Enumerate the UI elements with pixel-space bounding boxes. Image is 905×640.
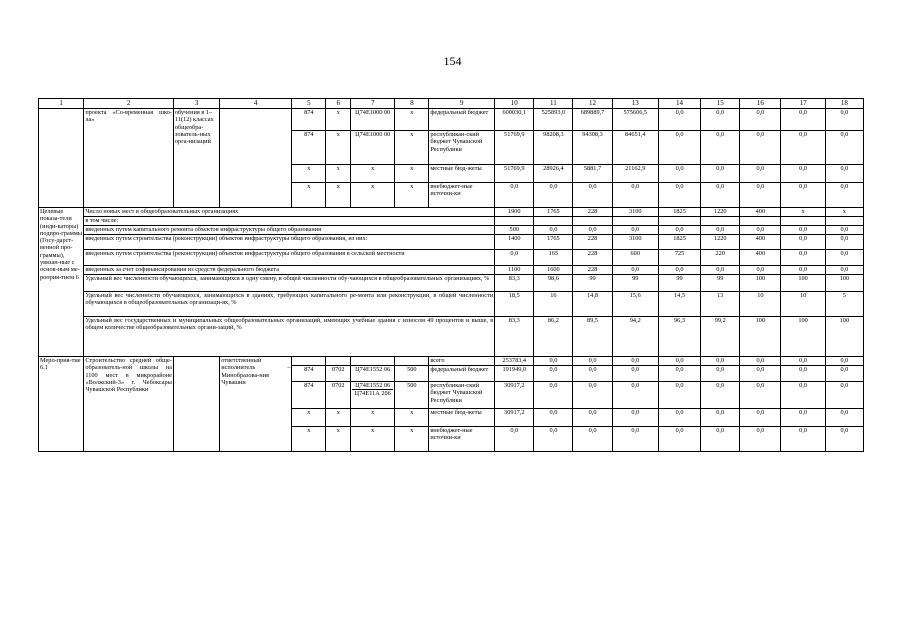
code-line: Ц74Е1552 06 [352,382,393,390]
value-cell [825,217,863,226]
column-number: 5 [292,99,326,109]
section-cell [326,357,351,366]
value-cell [658,217,700,226]
section-cell: х [326,165,351,183]
type-cell: х [395,109,429,131]
value-cell: 1220 [701,235,740,250]
value-cell: 0,0 [495,250,534,266]
value-cell: 10 [740,292,781,317]
section-cell: х [326,109,351,131]
event-label: Меро-прия-тие 6.1 [39,357,84,452]
executor-cell [220,109,292,208]
value-cell: 0,0 [658,357,700,366]
value-cell: 1900 [495,208,534,217]
column-number: 11 [534,99,573,109]
value-cell: 400 [740,208,781,217]
table-row [39,317,864,357]
value-cell: 1600 [534,266,573,275]
column-number: 15 [701,99,740,109]
column-number: 12 [573,99,612,109]
grbs-cell: х [292,183,326,208]
code-line: Ц74Е11А 206 [354,390,391,398]
value-cell: 0,0 [573,183,612,208]
value-cell: 400 [740,235,781,250]
table-row [39,226,864,235]
column-number: 3 [173,99,219,109]
value-cell: 0,0 [825,183,863,208]
value-cell: 1765 [534,235,573,250]
value-cell: 14,5 [658,292,700,317]
grbs-cell: х [292,165,326,183]
value-cell: 0,0 [740,131,781,165]
value-cell: 0,0 [740,427,781,452]
value-cell: 0,0 [740,366,781,382]
grbs-cell [292,357,326,366]
indicator-text: Число новых мест в общеобразовательных организациях [84,208,495,217]
indicator-group-label: Целевые показа-тели (инди-каторы) подпро-граммы (Госу-дарст-венной про-граммы), увязан-ные с основ-ным ме-роприя-тием 6 [39,208,84,357]
value-cell: 228 [573,266,612,275]
value-cell: 28926,4 [534,165,573,183]
value-cell: 14,8 [573,292,612,317]
value-cell: 0,0 [612,226,658,235]
value-cell: 5 [825,292,863,317]
value-cell: 1100 [495,266,534,275]
table-row [39,275,864,292]
column-number: 17 [781,99,825,109]
value-cell: 0,0 [612,357,658,366]
source-cell: всего [429,357,495,366]
column-number: 10 [495,99,534,109]
value-cell: 0,0 [573,382,612,409]
section-cell: 0702 [326,382,351,409]
value-cell: 100 [825,275,863,292]
value-cell: 0,0 [534,409,573,427]
value-cell: 0,0 [573,409,612,427]
value-cell: 0,0 [612,427,658,452]
value-cell: 0,0 [781,131,825,165]
value-cell: 0,0 [658,165,700,183]
value-cell [573,217,612,226]
table-row [39,109,864,131]
value-cell: 0,0 [534,183,573,208]
type-cell: 500 [395,382,429,409]
type-cell: х [395,183,429,208]
table-row [39,357,864,366]
value-cell: 0,0 [740,382,781,409]
column-number: 9 [429,99,495,109]
value-cell: 99 [701,275,740,292]
value-cell: 0,0 [701,226,740,235]
value-cell: 0,0 [825,165,863,183]
value-cell: 0,0 [701,357,740,366]
value-cell: 100 [740,317,781,357]
value-cell: 0,0 [701,131,740,165]
column-number: 7 [351,99,395,109]
value-cell: х [825,208,863,217]
value-cell: 228 [573,208,612,217]
grbs-cell: 874 [292,366,326,382]
grbs-cell: 874 [292,382,326,409]
value-cell: 0,0 [701,109,740,131]
value-cell: 0,0 [495,427,534,452]
code-cell: х [351,183,395,208]
indicator-text: введенных путем капитального ремонта объектов инфраструктуры общего образования [84,226,495,235]
value-cell: 100 [781,317,825,357]
value-cell: 0,0 [781,226,825,235]
value-cell: 0,0 [781,382,825,409]
value-cell: 10 [781,292,825,317]
indicator-text: введенных за счет софинансирования из средств федерального бюджета [84,266,495,275]
value-cell: 0,0 [781,183,825,208]
value-cell: 0,0 [534,427,573,452]
value-cell: 51769,9 [495,165,534,183]
value-cell: 0,0 [534,366,573,382]
value-cell: 0,0 [740,409,781,427]
value-cell: 191949,0 [495,366,534,382]
value-cell: 30917,2 [495,382,534,409]
code-cell: Ц74Е1552 06 [351,366,395,382]
value-cell: 0,0 [573,366,612,382]
value-cell: 0,0 [658,109,700,131]
type-cell: х [395,409,429,427]
column-number: 13 [612,99,658,109]
value-cell: 0,0 [781,366,825,382]
table-row [39,235,864,250]
indicator-text: в том числе: [84,217,495,226]
value-cell: 0,0 [740,226,781,235]
indicator-text: введенных путем строительства (реконструкции) объектов инфраструктуры общего образования в сельской местности [84,250,495,266]
event-cell [39,109,84,208]
value-cell: 0,0 [701,165,740,183]
column-number: 14 [658,99,700,109]
value-cell: 0,0 [740,109,781,131]
value-cell: 0,0 [825,109,863,131]
value-cell: 0,0 [781,235,825,250]
value-cell: 98208,3 [534,131,573,165]
scope-cell [173,357,219,452]
header-row [39,99,864,109]
code-cell: Ц74Е1000 00 [351,109,395,131]
column-number: 4 [220,99,292,109]
table-row [39,266,864,275]
project-cell: Строительство средней обще-образователь-ной школы на 1100 мест в микрорайоне «Волжский-3» г. Чебоксары Чувашской Республики [84,357,174,452]
value-cell: 0,0 [825,226,863,235]
value-cell: 0,0 [658,183,700,208]
source-cell: внебюджет-ные источни-ки [429,427,495,452]
value-cell: 0,0 [825,357,863,366]
value-cell: 0,0 [781,266,825,275]
value-cell: 86,2 [534,317,573,357]
value-cell: 99 [612,275,658,292]
value-cell: 0,0 [573,357,612,366]
value-cell: 0,0 [781,357,825,366]
value-cell: 0,0 [740,357,781,366]
value-cell: 84651,4 [612,131,658,165]
source-cell: внебюджет-ные источни-ки [429,183,495,208]
value-cell: 16 [534,292,573,317]
value-cell: 0,0 [658,427,700,452]
value-cell: 220 [701,250,740,266]
indicator-text: Удельный вес численности обучающихся, занимающихся в зданиях, требующих капитального ре-монта или реконструкции, в общей численности обучающихся в общеобразовательных организаци-ях, % [84,292,495,317]
value-cell: 228 [573,250,612,266]
value-cell: 30917,2 [495,409,534,427]
value-cell: 0,0 [825,427,863,452]
value-cell: 0,0 [658,382,700,409]
value-cell: 0,0 [534,226,573,235]
value-cell: 0,0 [825,250,863,266]
project-cell: проекта «Со-временная шко-ла» [84,109,174,208]
value-cell: 0,0 [781,250,825,266]
grbs-cell: 874 [292,109,326,131]
value-cell: 0,0 [701,266,740,275]
value-cell: 725 [658,250,700,266]
value-cell: 253783,4 [495,357,534,366]
value-cell: 0,0 [658,266,700,275]
section-cell: х [326,427,351,452]
value-cell: 51769,9 [495,131,534,165]
value-cell: 525893,0 [534,109,573,131]
value-cell: 0,0 [658,366,700,382]
value-cell: 500 [495,226,534,235]
value-cell: 0,0 [701,382,740,409]
value-cell: 1765 [534,208,573,217]
page-number: 154 [443,54,462,68]
value-cell: 1400 [495,235,534,250]
value-cell: 0,0 [573,427,612,452]
section-cell: х [326,409,351,427]
value-cell: 0,0 [701,183,740,208]
column-number: 8 [395,99,429,109]
code-cell: х [351,165,395,183]
value-cell: 575606,5 [612,109,658,131]
column-number: 6 [326,99,351,109]
value-cell: 94,2 [612,317,658,357]
value-cell: 0,0 [658,131,700,165]
value-cell: 0,0 [612,266,658,275]
value-cell: 0,0 [534,382,573,409]
type-cell: х [395,165,429,183]
grbs-cell: х [292,427,326,452]
value-cell: 0,0 [825,366,863,382]
value-cell: 0,0 [612,382,658,409]
grbs-cell: х [292,409,326,427]
value-cell: 1220 [701,208,740,217]
type-cell: х [395,131,429,165]
value-cell: 228 [573,235,612,250]
value-cell: 0,0 [740,183,781,208]
value-cell: 0,0 [740,266,781,275]
value-cell: 400 [740,250,781,266]
table-row [39,292,864,317]
value-cell: 0,0 [825,382,863,409]
value-cell: 0,0 [825,131,863,165]
value-cell: 0,0 [612,366,658,382]
value-cell: 100 [781,275,825,292]
value-cell: 0,0 [658,226,700,235]
value-cell: 0,0 [534,357,573,366]
code-cell: х [351,409,395,427]
value-cell: 0,0 [701,427,740,452]
value-cell: 98,6 [534,275,573,292]
column-number: 16 [740,99,781,109]
source-cell: республикан-ский бюджет Чувашской Республики [429,131,495,165]
value-cell: 94308,3 [573,131,612,165]
value-cell: 89,5 [573,317,612,357]
value-cell: 0,0 [612,409,658,427]
value-cell [534,217,573,226]
value-cell: 96,3 [658,317,700,357]
section-cell: 0702 [326,366,351,382]
value-cell: 0,0 [495,183,534,208]
type-cell [395,357,429,366]
column-number: 1 [39,99,84,109]
value-cell: 600030,1 [495,109,534,131]
value-cell [495,217,534,226]
value-cell [740,217,781,226]
value-cell: 165 [534,250,573,266]
indicator-text: Удельный вес численности обучающихся, занимающихся в одну смену, в общей численности обу-чающихся в общеобразовательных организациях, % [84,275,495,292]
value-cell: 689889,7 [573,109,612,131]
value-cell: 1825 [658,208,700,217]
value-cell: 0,0 [781,409,825,427]
value-cell: 21162,9 [612,165,658,183]
grbs-cell: 874 [292,131,326,165]
indicator-text: Удельный вес государственных и муниципальных общеобразовательных организаций, имеющих учебные здания с износом 49 процентов и выше, в общем количестве общеобразовательных органи-заций, % [84,317,495,357]
value-cell: 100 [740,275,781,292]
value-cell: 0,0 [781,109,825,131]
value-cell: 600 [612,250,658,266]
value-cell: 0,0 [825,409,863,427]
source-cell: федеральный бюджет [429,109,495,131]
value-cell: 5881,7 [573,165,612,183]
value-cell [781,217,825,226]
section-cell: х [326,131,351,165]
scope-cell: обучения в 1–11(12) классах общеобра-зователь-ных орга-низаций [173,109,219,208]
value-cell: 0,0 [573,226,612,235]
value-cell: 15,6 [612,292,658,317]
table-row [39,250,864,266]
value-cell: 18,5 [495,292,534,317]
source-cell: республикан-ский бюджет Чувашской Республики [429,382,495,409]
value-cell: 0,0 [781,165,825,183]
value-cell: 83,3 [495,317,534,357]
type-cell: 500 [395,366,429,382]
value-cell: х [781,208,825,217]
value-cell: 0,0 [612,183,658,208]
source-cell: федеральный бюджет [429,366,495,382]
source-cell: местные бюд-жеты [429,409,495,427]
code-cell [351,357,395,366]
column-number: 2 [84,99,174,109]
value-cell: 13 [701,292,740,317]
value-cell: 0,0 [701,366,740,382]
value-cell [701,217,740,226]
value-cell: 1825 [658,235,700,250]
value-cell: 83,3 [495,275,534,292]
budget-table [38,98,864,452]
value-cell: 0,0 [658,409,700,427]
value-cell: 99 [658,275,700,292]
indicator-text: введенных путем строительства (реконструкции) объектов инфраструктуры общего образования, из них: [84,235,495,250]
value-cell: 0,0 [825,266,863,275]
type-cell: х [395,427,429,452]
source-cell: местные бюд-жеты [429,165,495,183]
value-cell: 3100 [612,235,658,250]
table-row [39,217,864,226]
value-cell [612,217,658,226]
code-cell [351,382,395,409]
code-cell: х [351,427,395,452]
value-cell: 3100 [612,208,658,217]
value-cell: 0,0 [781,427,825,452]
value-cell: 0,0 [701,409,740,427]
value-cell: 100 [825,317,863,357]
column-number: 18 [825,99,863,109]
table-row [39,208,864,217]
section-cell: х [326,183,351,208]
value-cell: 0,0 [825,235,863,250]
executor-cell: ответственный исполнитель – Минобразова-ния Чувашии [220,357,292,452]
value-cell: 0,0 [740,165,781,183]
value-cell: 99,2 [701,317,740,357]
value-cell: 99 [573,275,612,292]
code-cell: Ц74Е1000 00 [351,131,395,165]
